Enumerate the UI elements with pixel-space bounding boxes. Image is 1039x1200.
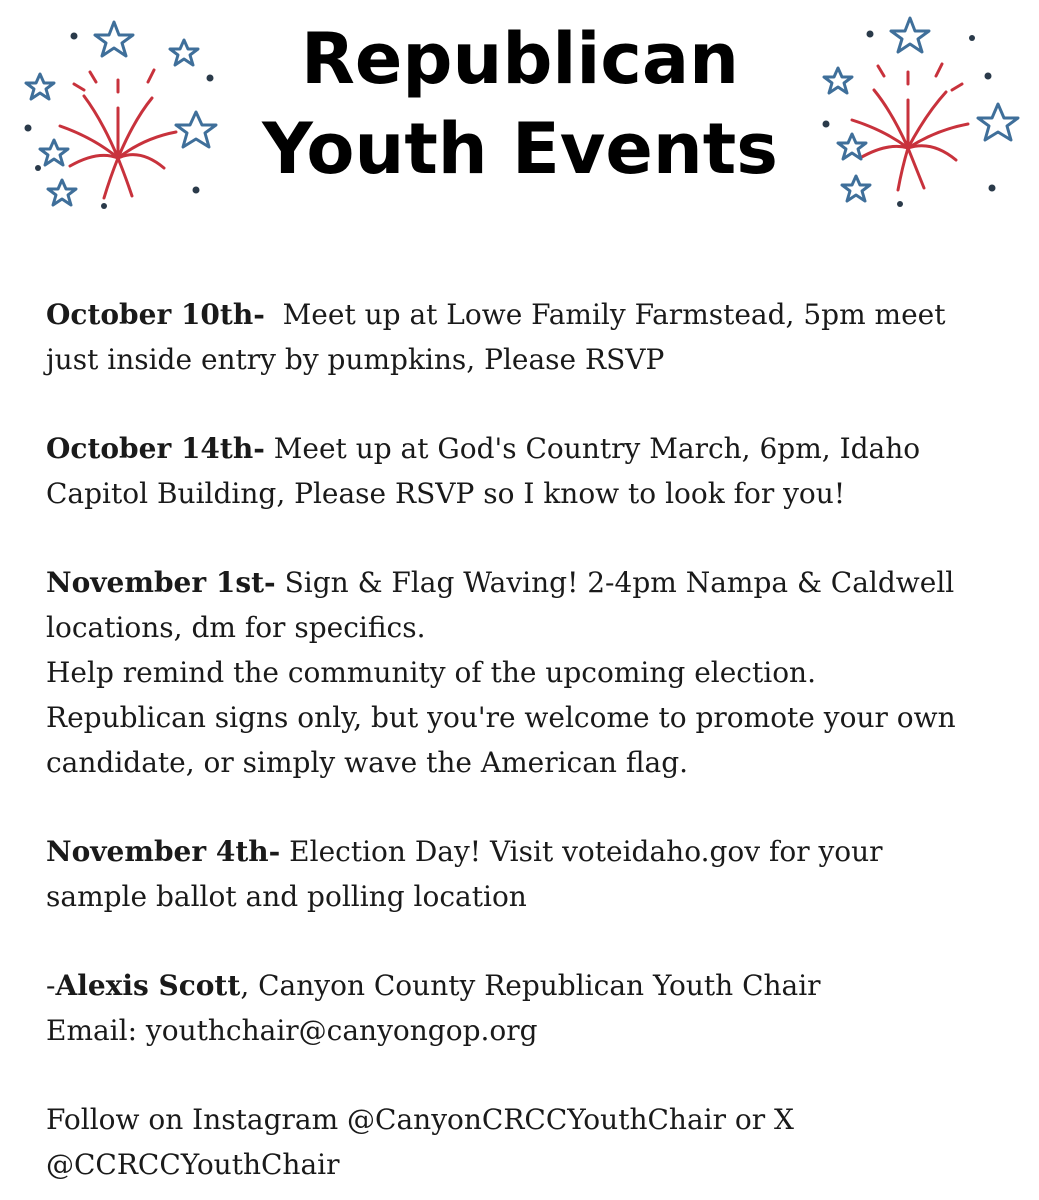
event-date: November 4th-: [46, 835, 281, 868]
event-text: Meet up at Lowe Family Farmstead, 5pm meet: [264, 298, 946, 331]
event-text: Help remind the community of the upcoming election.: [46, 656, 816, 689]
event-text: Election Day! Visit voteidaho.gov for your: [280, 835, 883, 868]
signature-email: Email: youthchair@canyongop.org: [46, 1014, 538, 1047]
follow-line-1: Follow on Instagram @CanyonCRCCYouthChair or X: [46, 1103, 794, 1136]
signature-name: Alexis Scott: [55, 969, 241, 1002]
follow-line-2: @CCRCCYouthChair: [46, 1148, 340, 1181]
event-item: [46, 426, 1006, 516]
event-text: candidate, or simply wave the American flag.: [46, 746, 689, 779]
title-line-2: Youth Events: [262, 108, 778, 190]
event-text: Meet up at God's Country March, 6pm, Idaho: [264, 432, 921, 465]
event-text: locations, dm for specifics.: [46, 611, 426, 644]
title-line-1: Republican: [301, 18, 739, 100]
event-text: sample ballot and polling location: [46, 880, 527, 913]
event-date: October 14th-: [46, 432, 265, 465]
signature-prefix: -: [46, 969, 56, 1002]
event-text: Sign & Flag Waving! 2-4pm Nampa & Caldwell: [275, 566, 955, 599]
event-item: [46, 829, 1006, 919]
event-item: [46, 560, 1006, 785]
event-date: October 10th-: [46, 298, 265, 331]
event-text: Republican signs only, but you're welcome to promote your own: [46, 701, 956, 734]
page-title: [170, 14, 870, 194]
events-content: [46, 292, 1006, 1187]
event-text: Capitol Building, Please RSVP so I know to look for you!: [46, 477, 846, 510]
signature-role: , Canyon County Republican Youth Chair: [240, 969, 821, 1002]
event-date: November 1st-: [46, 566, 276, 599]
follow-block: [46, 1097, 1006, 1187]
event-text: just inside entry by pumpkins, Please RSVP: [46, 343, 665, 376]
signature-block: [46, 963, 1006, 1053]
event-item: [46, 292, 1006, 382]
